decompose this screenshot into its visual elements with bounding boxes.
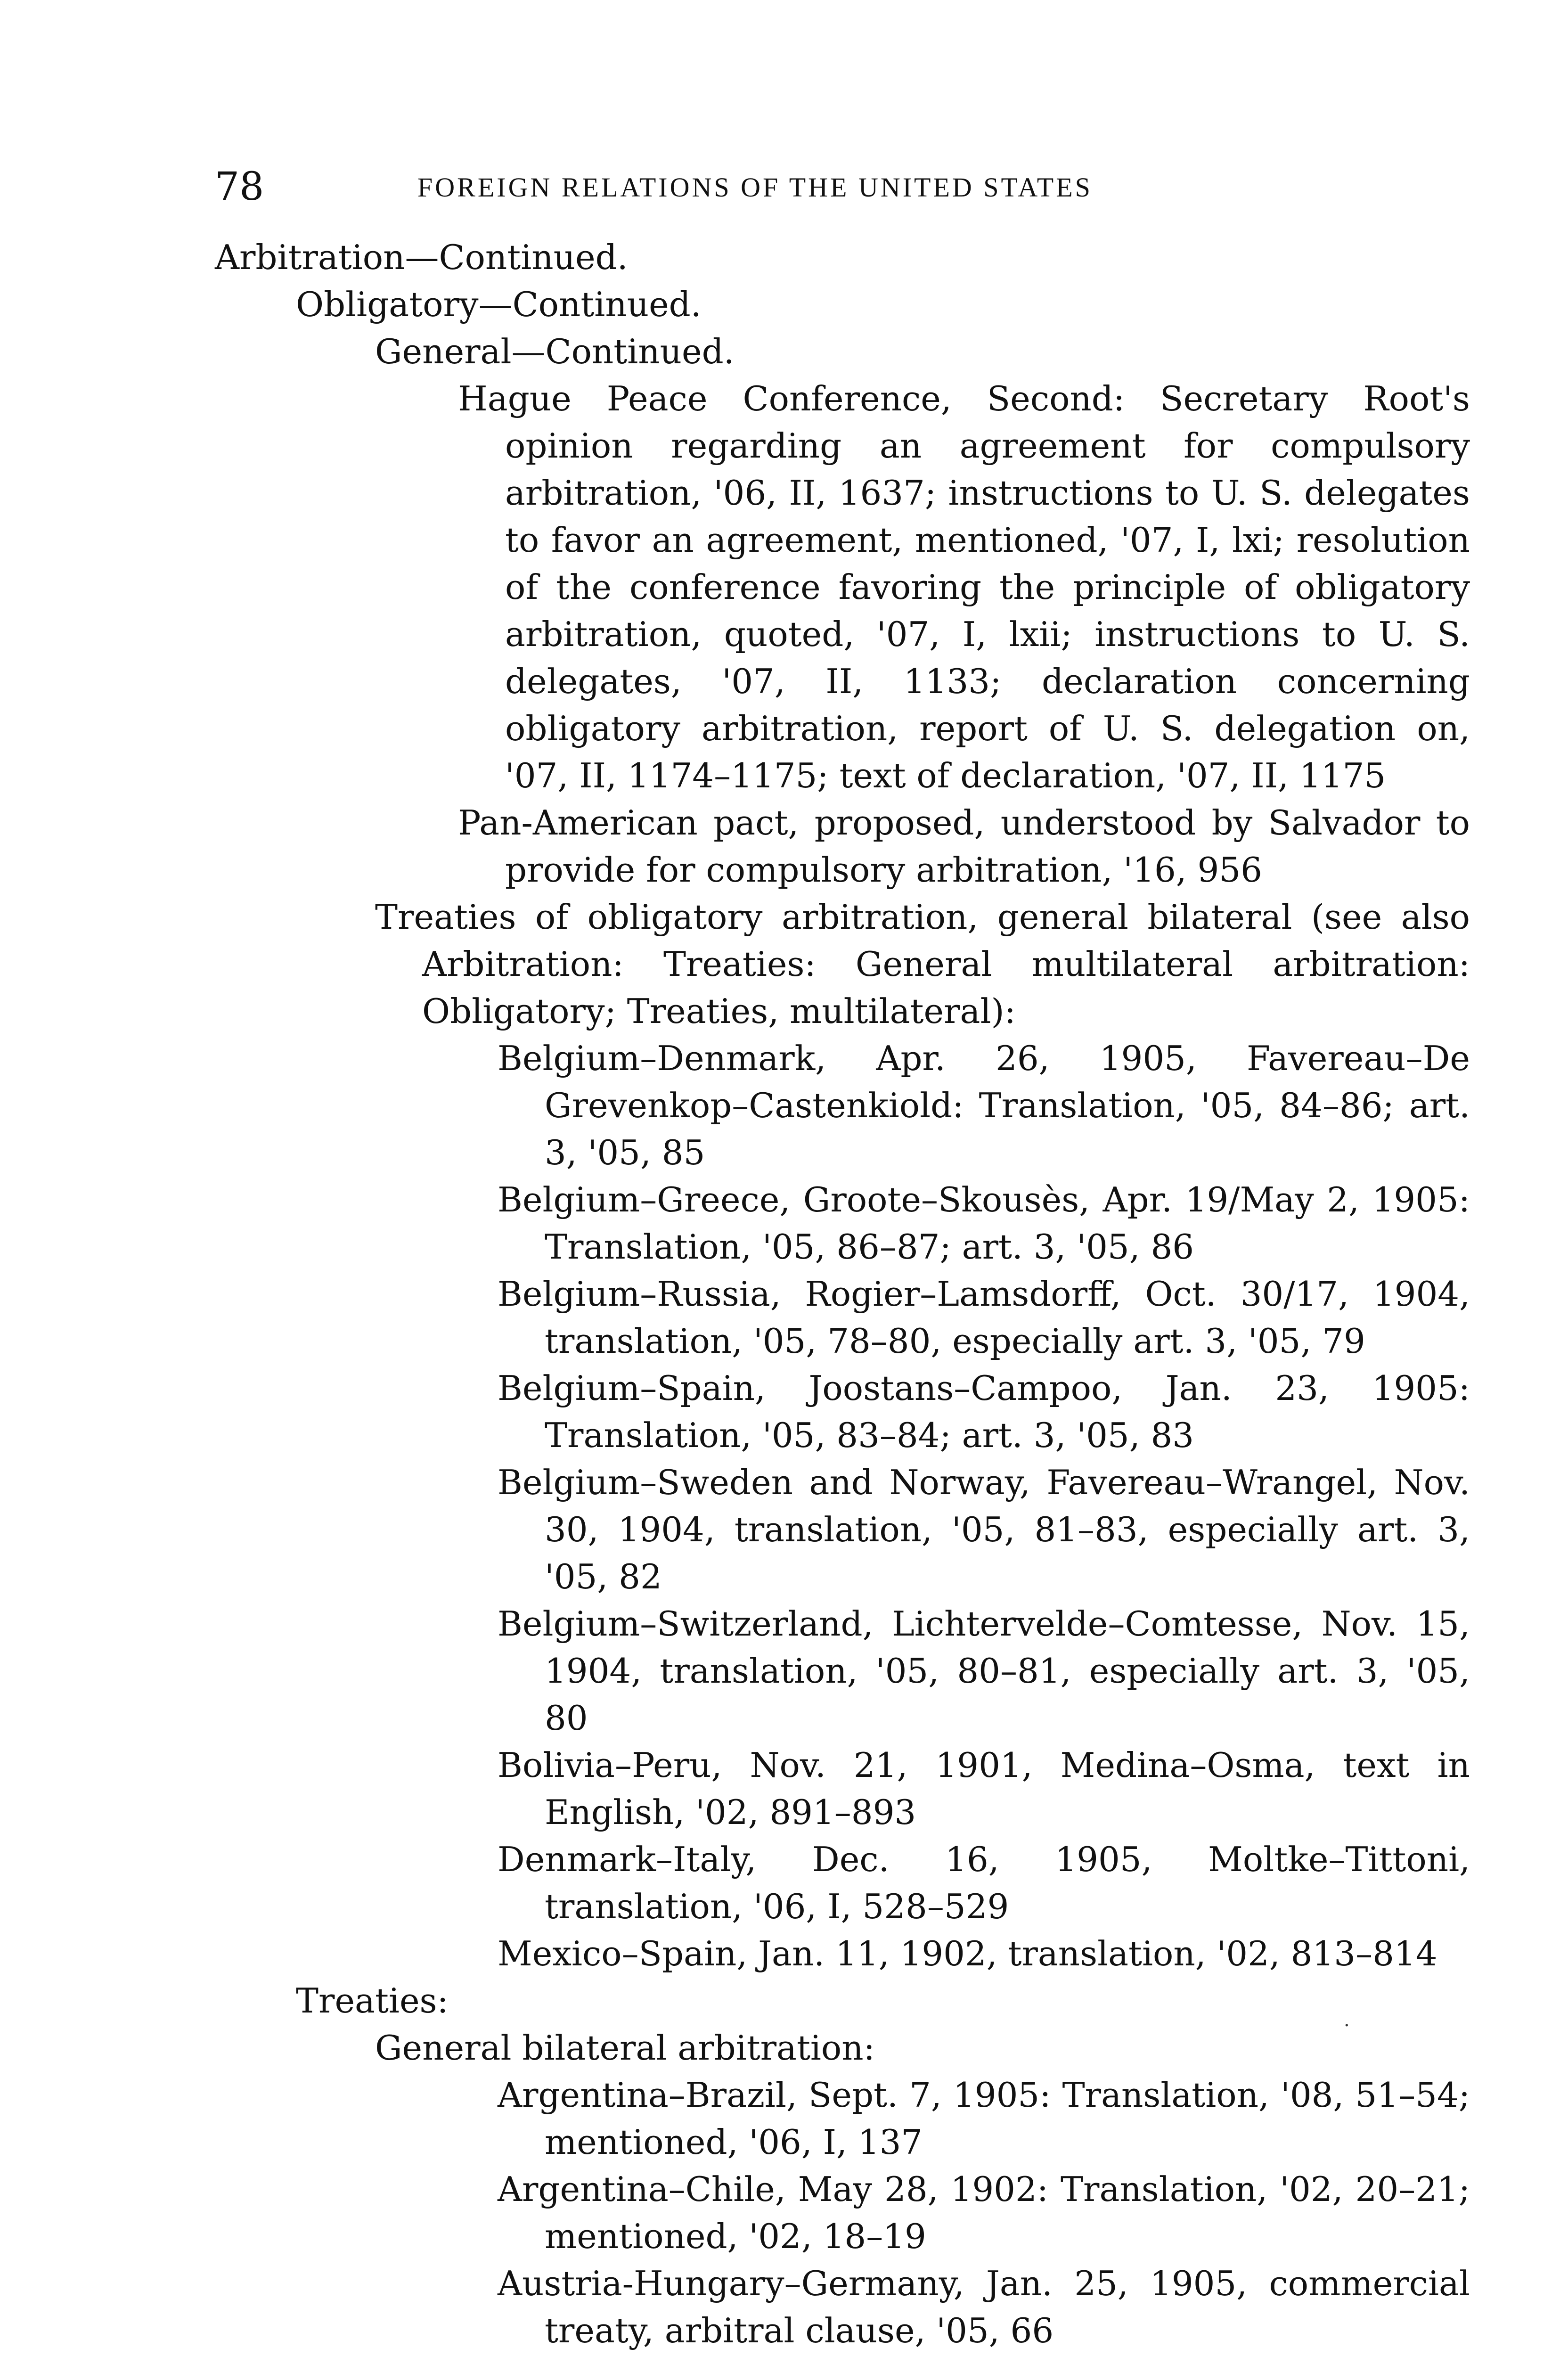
index-text [215,234,1470,2354]
page-header [215,166,1280,208]
index-entry-belgium-sweden-norway: Belgium–Sweden and Norway, Favereau–Wrangel, Nov. 30, 1904, translation, '05, 81–83, especially art. 3, '05, 82 [498,1463,1470,1596]
index-subheading-treaties-obligatory: Treaties of obligatory arbitration, general bilateral (see also Arbitration: Treaties: General multilateral arbitration: Obligatory; Treaties, multilateral): [375,897,1470,1031]
index-entry-argentina-chile: Argentina–Chile, May 28, 1902: Translation, '02, 20–21; mentioned, '02, 18–19 [498,2169,1470,2256]
index-entry-belgium-denmark: Belgium–Denmark, Apr. 26, 1905, Favereau–De Grevenkop–Castenkiold: Translation, '05, 84–86; art. 3, '05, 85 [498,1039,1470,1172]
index-entry-mexico-spain: Mexico–Spain, Jan. 11, 1902, translation, '02, 813–814 [498,1934,1437,1973]
index-entry-hague-conference: Hague Peace Conference, Second: Secretary Root's opinion regarding an agreement for compulsory arbitration, '06, II, 1637; instructions to U. S. delegates to favor an agreement, mentioned, '07, I, lxi; resolution of the conference favoring the principle of obligatory arbitration, quoted, '07, I, lxii; instructions to U. S. delegates, '07, II, 1133; declaration concerning obligatory arbitration, report of U. S. delegation on, '07, II, 1174–1175; text of declaration, '07, II, 1175 [458,379,1470,795]
index-entry-belgium-russia: Belgium–Russia, Rogier–Lamsdorff, Oct. 30/17, 1904, translation, '05, 78–80, especially art. 3, '05, 79 [498,1274,1470,1361]
index-heading-arbitration: Arbitration—Continued. [215,237,628,277]
index-subheading-obligatory: Obligatory—Continued. [296,285,702,324]
page-number: 78 [215,164,264,209]
running-title: FOREIGN RELATIONS OF THE UNITED STATES [417,172,1093,203]
index-entry-argentina-brazil: Argentina–Brazil, Sept. 7, 1905: Translation, '08, 51–54; mentioned, '06, I, 137 [498,2075,1470,2162]
index-entry-denmark-italy: Denmark–Italy, Dec. 16, 1905, Moltke–Tittoni, translation, '06, I, 528–529 [498,1840,1470,1926]
index-entry-bolivia-peru: Bolivia–Peru, Nov. 21, 1901, Medina–Osma, text in English, '02, 891–893 [498,1745,1470,1832]
index-entry-belgium-greece: Belgium–Greece, Groote–Skousès, Apr. 19/May 2, 1905: Translation, '05, 86–87; art. 3, '05, 86 [498,1180,1470,1267]
index-subheading-general: General—Continued. [375,332,735,371]
index-entry-pan-american-pact: Pan-American pact, proposed, understood by Salvador to provide for compulsory arbitration, '16, 956 [458,803,1470,890]
stray-mark: · [1344,2015,1350,2037]
index-entry-austria-hungary-germany: Austria-Hungary–Germany, Jan. 25, 1905, commercial treaty, arbitral clause, '05, 66 [498,2264,1470,2350]
index-entry-belgium-spain: Belgium–Spain, Joostans–Campoo, Jan. 23, 1905: Translation, '05, 83–84; art. 3, '05, 83 [498,1368,1470,1455]
index-subheading-treaties: Treaties: [296,1981,449,2021]
index-subheading-general-bilateral: General bilateral arbitration: [375,2028,875,2068]
index-entry-belgium-switzerland: Belgium–Switzerland, Lichtervelde–Comtesse, Nov. 15, 1904, translation, '05, 80–81, especially art. 3, '05, 80 [498,1604,1470,1738]
